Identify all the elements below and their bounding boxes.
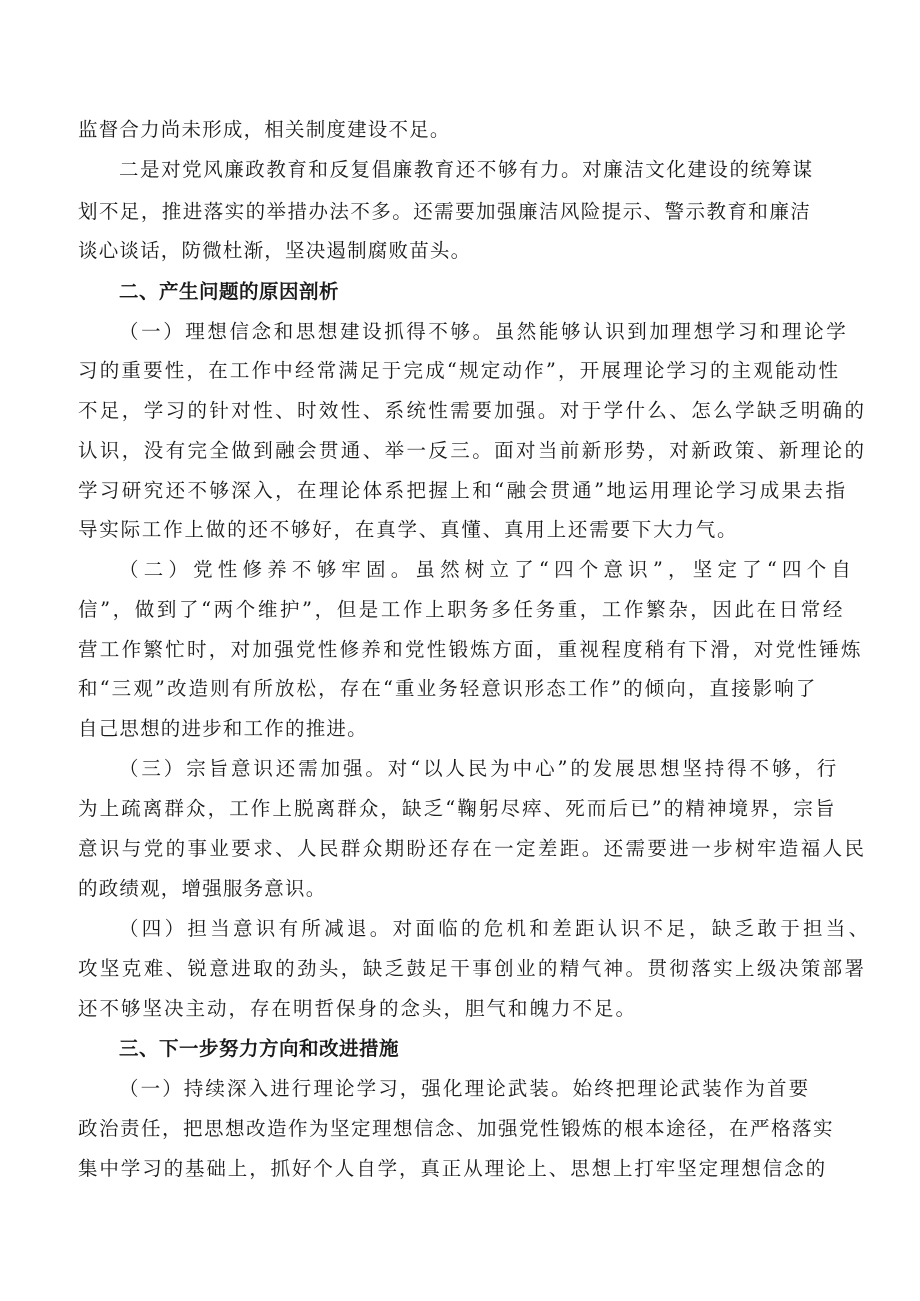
paragraph-line: 习的重要性，在工作中经常满足于完成“规定动作”，开展理论学习的主观能动性 (78, 359, 841, 382)
paragraph-line: （二）党性修养不够牢固。虽然树立了“四个意识”，坚定了“四个自 (119, 558, 857, 581)
paragraph-line: 信”，做到了“两个维护”，但是工作上职务多任务重，工作繁杂，因此在日常经 (78, 598, 846, 621)
paragraph-line: 监督合力尚未形成，相关制度建设不足。 (78, 118, 451, 141)
paragraph-line: 和“三观”改造则有所放松，存在“重业务轻意识形态工作”的倾向，直接影响了 (78, 677, 818, 700)
paragraph-line: 营工作繁忙时，对加强党性修养和党性锻炼方面，重视程度稍有下滑，对党性锤炼 (78, 638, 863, 661)
paragraph-line: 意识与党的事业要求、人民群众期盼还存在一定差距。还需要进一步树牢造福人民 (78, 837, 867, 860)
paragraph-line: 导实际工作上做的还不够好，在真学、真懂、真用上还需要下大力气。 (78, 518, 739, 541)
paragraph-line: 的政绩观，增强服务意识。 (78, 877, 327, 900)
paragraph-line: （一）持续深入进行理论学习，强化理论武装。始终把理论武装作为首要 (119, 1077, 811, 1100)
paragraph-line: 自己思想的进步和工作的推进。 (78, 717, 368, 740)
paragraph-line: （三）宗旨意识还需加强。对“以人民为中心”的发展思想坚持得不够，行 (119, 757, 840, 780)
paragraph-line: 学习研究还不够深入，在理论体系把握上和“融会贯通”地运用理论学习成果去指 (78, 479, 848, 502)
paragraph-line: 政治责任，把思想改造作为坚定理想信念、加强党性锻炼的根本途径，在严格落实 (78, 1117, 835, 1140)
section-heading: 三、下一步努力方向和改进措施 (119, 1037, 400, 1060)
paragraph-line: 不足，学习的针对性、时效性、系统性需要加强。对于学什么、怎么学缺乏明确的 (78, 399, 867, 422)
section-heading: 二、产生问题的原因剖析 (119, 280, 340, 303)
paragraph-line: 认识，没有完全做到融会贯通、举一反三。面对当前新形势，对新政策、新理论的 (78, 439, 867, 462)
paragraph-line: 还不够坚决主动，存在明哲保身的念头，胆气和魄力不足。 (78, 997, 638, 1020)
paragraph-line: 二是对党风廉政教育和反复倡廉教育还不够有力。对廉洁文化建设的统筹谋 (119, 158, 814, 181)
paragraph-line: 为上疏离群众，工作上脱离群众，缺乏“鞠躬尽瘁、死而后已”的精神境界，宗旨 (78, 797, 837, 820)
paragraph-line: （四）担当意识有所减退。对面临的危机和差距认识不足，缺乏敢于担当、 (119, 917, 872, 940)
paragraph-line: 集中学习的基础上，抓好个人自学，真正从理论上、思想上打牢坚定理想信念的 (78, 1157, 828, 1180)
paragraph-line: 谈心谈话，防微杜渐，坚决遏制腐败苗头。 (78, 239, 472, 262)
paragraph-line: （一）理想信念和思想建设抓得不够。虽然能够认识到加理想学习和理论学 (119, 320, 849, 343)
paragraph-line: 划不足，推进落实的举措办法不多。还需要加强廉洁风险提示、警示教育和廉洁 (78, 200, 812, 223)
paragraph-line: 攻坚克难、锐意进取的劲头，缺乏鼓足干事创业的精气神。贯彻落实上级决策部署 (78, 957, 867, 980)
